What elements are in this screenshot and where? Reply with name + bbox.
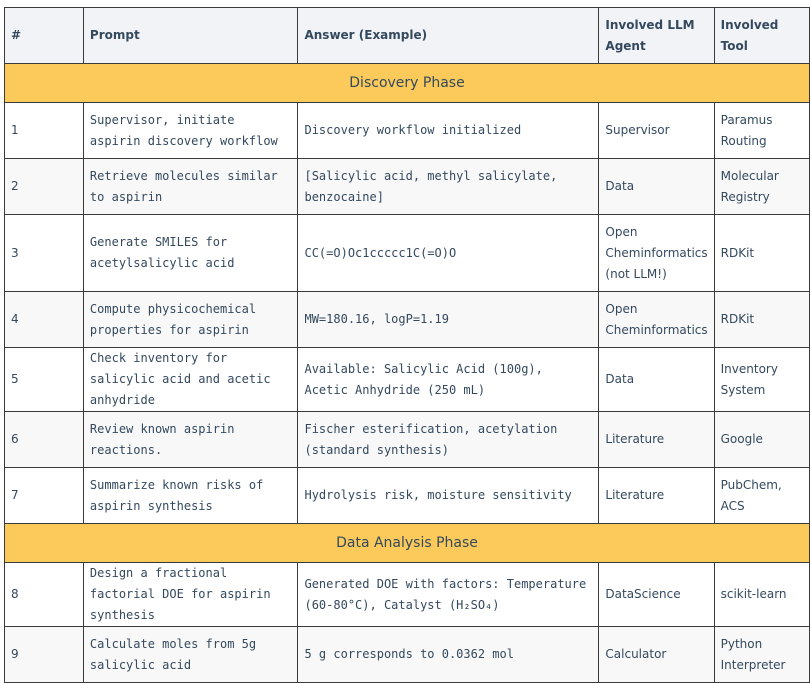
row-prompt: Supervisor, initiate aspirin discovery workflow	[83, 103, 298, 159]
row-prompt: Design a fractional factorial DOE for aspirin synthesis	[83, 563, 298, 627]
row-number: 4	[5, 292, 84, 348]
row-prompt: Summarize known risks of aspirin synthesis	[83, 468, 298, 524]
table-row	[5, 215, 810, 292]
row-tool: Molecular Registry	[714, 159, 809, 215]
row-answer: 5 g corresponds to 0.0362 mol	[298, 627, 599, 683]
row-answer: Generated DOE with factors: Temperature (60-80°C), Catalyst (H₂SO₄)	[298, 563, 599, 627]
row-prompt: Retrieve molecules similar to aspirin	[83, 159, 298, 215]
row-answer: MW=180.16, logP=1.19	[298, 292, 599, 348]
row-number: 1	[5, 103, 84, 159]
row-agent: Open Cheminformatics	[599, 292, 714, 348]
table-row	[5, 292, 810, 348]
row-agent: Open Cheminformatics (not LLM!)	[599, 215, 714, 292]
row-agent: DataScience	[599, 563, 714, 627]
row-prompt: Check inventory for salicylic acid and acetic anhydride	[83, 348, 298, 412]
row-agent: Supervisor	[599, 103, 714, 159]
row-agent: Literature	[599, 468, 714, 524]
row-prompt: Compute physicochemical properties for aspirin	[83, 292, 298, 348]
header-number: #	[5, 8, 84, 64]
row-agent: Calculator	[599, 627, 714, 683]
row-agent: Data	[599, 159, 714, 215]
row-number: 6	[5, 412, 84, 468]
row-tool: PubChem, ACS	[714, 468, 809, 524]
row-answer: Fischer esterification, acetylation (standard synthesis)	[298, 412, 599, 468]
table-row	[5, 468, 810, 524]
phase-row	[5, 64, 810, 103]
header-tool: Involved Tool	[714, 8, 809, 64]
row-number: 5	[5, 348, 84, 412]
row-number: 8	[5, 563, 84, 627]
row-tool: Google	[714, 412, 809, 468]
row-tool: Paramus Routing	[714, 103, 809, 159]
phase-label-data-analysis: Data Analysis Phase	[5, 524, 810, 563]
row-tool: Inventory System	[714, 348, 809, 412]
row-agent: Data	[599, 348, 714, 412]
row-answer: Hydrolysis risk, moisture sensitivity	[298, 468, 599, 524]
row-answer: [Salicylic acid, methyl salicylate, benzocaine]	[298, 159, 599, 215]
table-row	[5, 412, 810, 468]
row-prompt: Review known aspirin reactions.	[83, 412, 298, 468]
header-agent: Involved LLM Agent	[599, 8, 714, 64]
workflow-table	[4, 7, 810, 683]
row-number: 7	[5, 468, 84, 524]
table-row	[5, 103, 810, 159]
row-prompt: Generate SMILES for acetylsalicylic acid	[83, 215, 298, 292]
header-prompt: Prompt	[83, 8, 298, 64]
row-answer: CC(=O)Oc1ccccc1C(=O)O	[298, 215, 599, 292]
table-row	[5, 348, 810, 412]
row-tool: Python Interpreter	[714, 627, 809, 683]
header-answer: Answer (Example)	[298, 8, 599, 64]
row-tool: scikit-learn	[714, 563, 809, 627]
table-row	[5, 627, 810, 683]
table-row	[5, 159, 810, 215]
phase-row	[5, 524, 810, 563]
row-agent: Literature	[599, 412, 714, 468]
row-number: 3	[5, 215, 84, 292]
row-number: 9	[5, 627, 84, 683]
row-answer: Available: Salicylic Acid (100g), Acetic Anhydride (250 mL)	[298, 348, 599, 412]
row-tool: RDKit	[714, 292, 809, 348]
row-prompt: Calculate moles from 5g salicylic acid	[83, 627, 298, 683]
row-answer: Discovery workflow initialized	[298, 103, 599, 159]
header-row	[5, 8, 810, 64]
phase-label-discovery: Discovery Phase	[5, 64, 810, 103]
table-row	[5, 563, 810, 627]
row-tool: RDKit	[714, 215, 809, 292]
row-number: 2	[5, 159, 84, 215]
